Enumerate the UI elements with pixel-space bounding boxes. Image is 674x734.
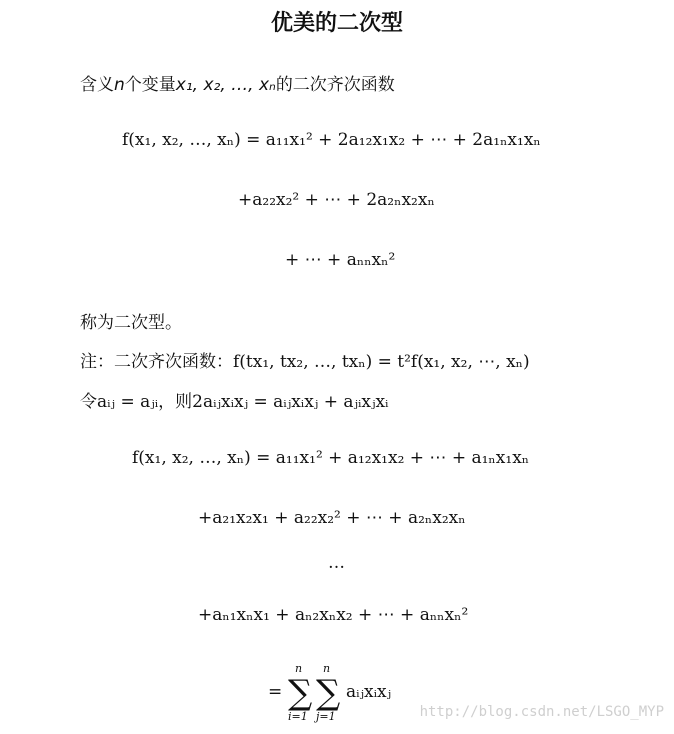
intro-n: n <box>114 75 125 95</box>
let-prefix: 令 <box>80 392 97 412</box>
equation-1-line-1: f(x₁, x₂, …, xₙ) = a₁₁x₁² + 2a₁₂x₁x₂ + ⋯ + 2a₁ₙx₁xₙ <box>122 130 541 150</box>
intro-line <box>80 70 395 95</box>
intro-prefix: 含义 <box>80 75 114 95</box>
called-text: 称为二次型。 <box>80 313 182 333</box>
intro-vars: x₁, x₂, …, xₙ <box>175 75 276 95</box>
equation-1-line-3: + ⋯ + aₙₙxₙ² <box>285 250 396 270</box>
summation-equals: = <box>268 682 283 702</box>
upper-limit-j: n <box>323 662 331 675</box>
let-separator: ，则 <box>158 392 193 412</box>
equation-2-line-1: f(x₁, x₂, …, xₙ) = a₁₁x₁² + a₁₂x₁x₂ + ⋯ + a₁ₙx₁xₙ <box>132 448 530 468</box>
note-line <box>80 347 530 372</box>
intro-middle: 个变量 <box>124 75 176 95</box>
note-label: 注：二次齐次函数： <box>80 352 233 372</box>
sigma-j: ∑ <box>316 673 341 713</box>
upper-limit-i: n <box>295 662 303 675</box>
equation-1-line-2: +a₂₂x₂² + ⋯ + 2a₂ₙx₂xₙ <box>238 190 435 210</box>
lower-limit-i: i=1 <box>288 710 308 723</box>
intro-suffix: 的二次齐次函数 <box>275 75 395 95</box>
lower-limit-j: j=1 <box>316 710 336 723</box>
equation-2-line-4: +aₙ₁xₙx₁ + aₙ₂xₙx₂ + ⋯ + aₙₙxₙ² <box>198 605 469 625</box>
note-formula: f(tx₁, tx₂, …, txₙ) = t²f(x₁, x₂, ⋯, xₙ) <box>233 352 530 372</box>
equation-2-line-3: … <box>328 553 345 573</box>
equation-2-line-2: +a₂₁x₂x₁ + a₂₂x₂² + ⋯ + a₂ₙx₂xₙ <box>198 508 466 528</box>
let-formula: 2aᵢⱼxᵢxⱼ = aᵢⱼxᵢxⱼ + aⱼᵢxⱼxᵢ <box>192 392 389 412</box>
page-title: 优美的二次型 <box>270 11 403 36</box>
let-line <box>80 387 388 412</box>
summation-term: aᵢⱼxᵢxⱼ <box>346 682 392 702</box>
let-condition: aᵢⱼ = aⱼᵢ <box>97 392 159 412</box>
watermark: http://blog.csdn.net/LSGO_MYP <box>419 704 664 720</box>
sigma-i: ∑ <box>288 673 313 713</box>
